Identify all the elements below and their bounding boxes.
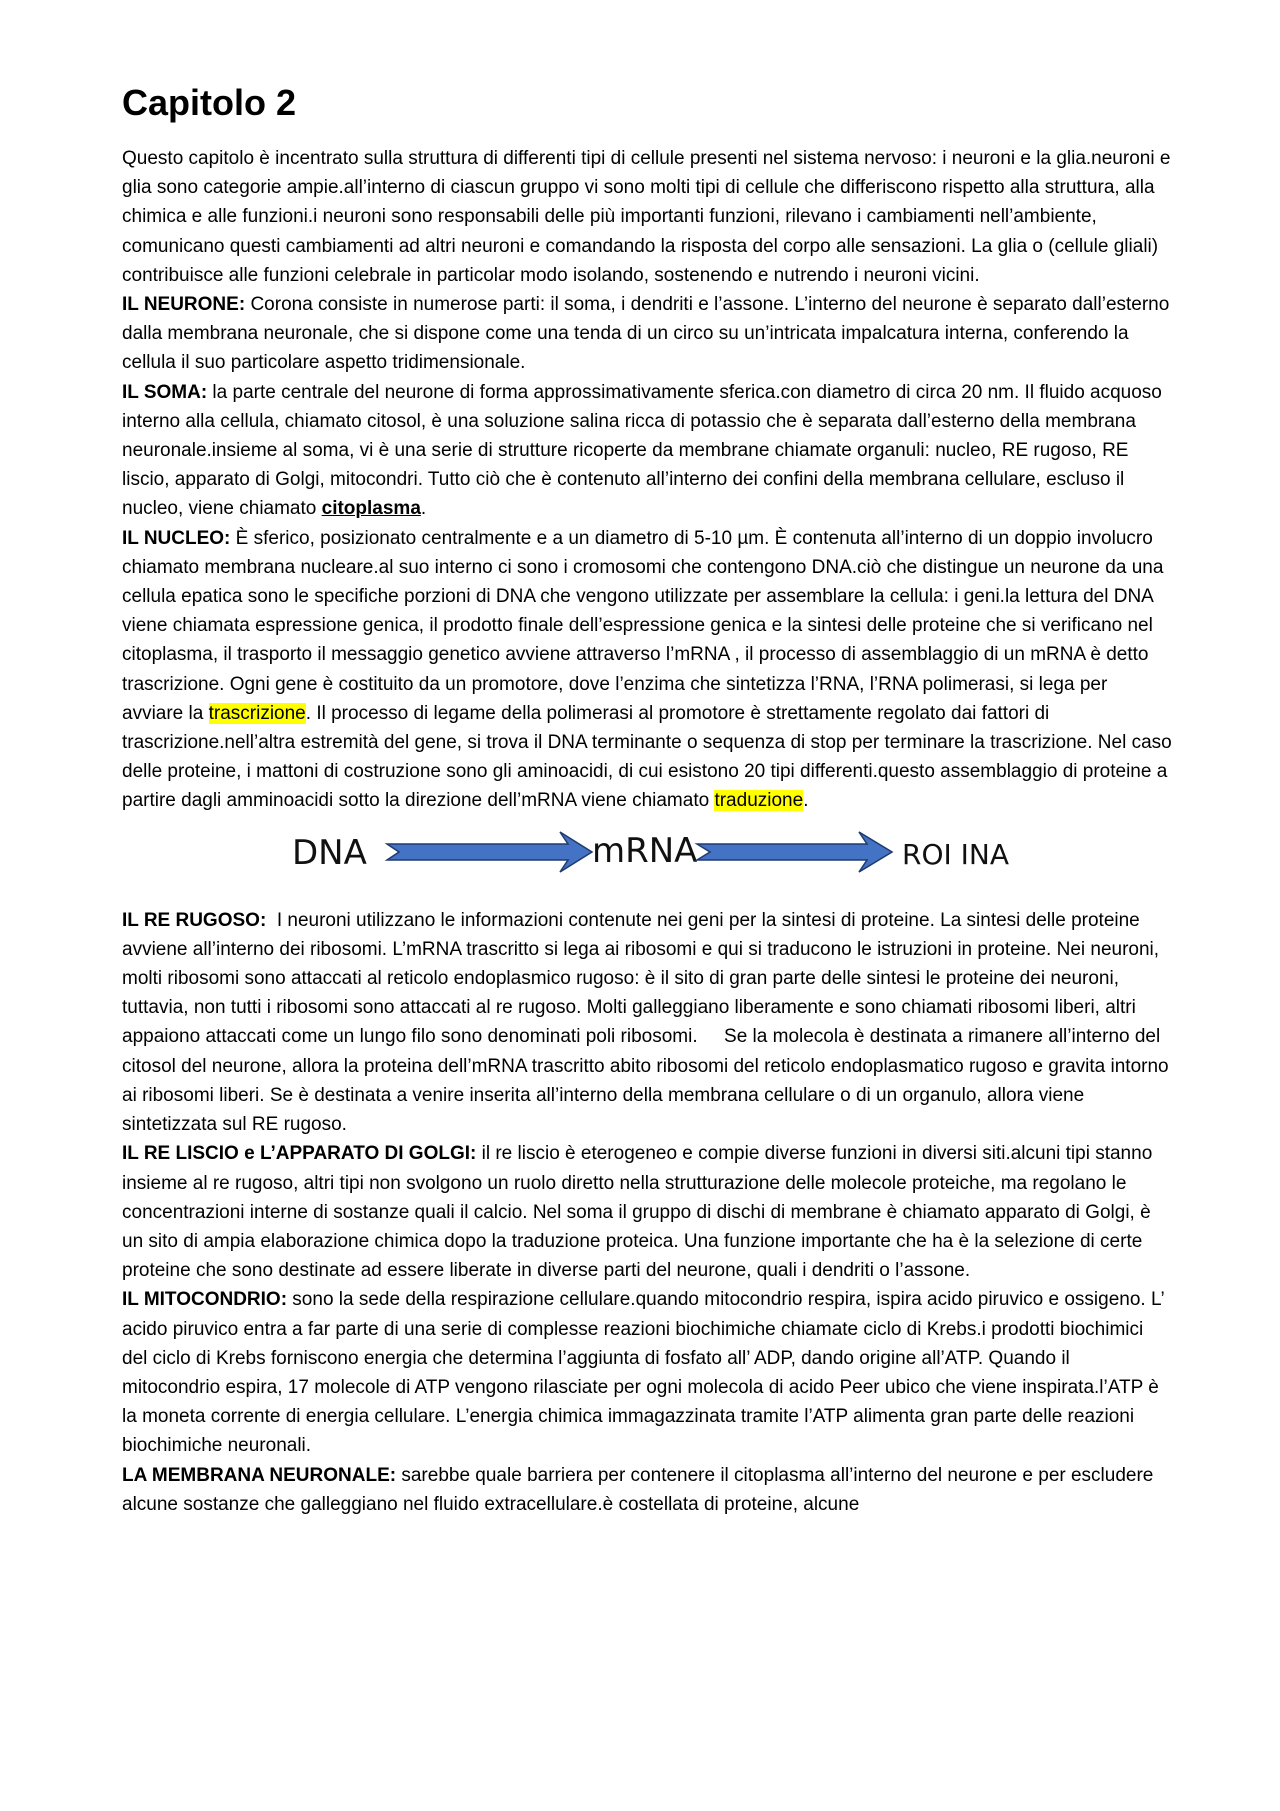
section-heading: IL NEURONE: bbox=[122, 294, 246, 316]
section-heading: IL RE RUGOSO: bbox=[122, 909, 267, 931]
page-title: Capitolo 2 bbox=[122, 82, 297, 123]
section-re-rugoso bbox=[122, 906, 1172, 1140]
section-neurone bbox=[122, 290, 1172, 378]
intro-paragraph: Questo capitolo è incentrato sulla struttura di differenti tipi di cellule presenti nel sistema nervoso: i neuroni e la glia.neuroni e glia sono categorie ampie.all’interno di ciascun gruppo vi sono molti tipi di cellule che differiscono rispetto alla struttura, alla chimica e alle funzioni.i neuroni sono responsabili delle più importanti funzioni, rilevano i cambiamenti nell’ambiente, comunicano questi cambiamenti ad altri neuroni e comandando la risposta del corpo alle sensazioni. La glia o (cellule gliali) contribuisce alle funzioni celebrale in particolar modo isolando, sostenendo e nutrendo i neuroni vicini. bbox=[122, 148, 1171, 286]
document-page bbox=[122, 78, 1172, 1519]
section-text: Corona consiste in numerose parti: il soma, i dendriti e l’assone. L’interno del neurone è separato dall’esterno dalla membrana neuronale, che si dispone come una tenda di un circo su un’intricata impalcatura interna, conferendo la cellula il suo particolare aspetto tridimensionale. bbox=[122, 294, 1170, 374]
section-heading: IL NUCLEO: bbox=[122, 527, 231, 549]
section-text: È sferico, posizionato centralmente e a un diametro di 5-10 µm. È contenuta all’interno di un doppio involucro chiamato membrana nucleare.al suo interno ci sono i cromosomi che contengono DNA.ciò che distingue un neurone da una cellula epatica sono le specifiche porzioni di DNA che vengono utilizzate per assemblare la cellula: i geni.la lettura del DNA viene chiamata espressione genica, il prodotto finale dell’espressione genica e la sintesi delle proteine che si verificano nel citoplasma, il trasporto il messaggio genetico avviene attraverso l’mRNA , il processo di assemblaggio di un mRNA è detto trascrizione. Ogni gene è costituito da un promotore, dove l’enzima che sintetizza l’RNA, l’RNA polimerasi, si lega per avviare la bbox=[122, 527, 1164, 724]
section-membrana bbox=[122, 1461, 1172, 1519]
section-heading: IL RE LISCIO e L’APPARATO DI GOLGI: bbox=[122, 1143, 477, 1165]
section-heading: IL SOMA: bbox=[122, 381, 208, 403]
dna-mrna-protein-diagram bbox=[122, 816, 1172, 886]
section-text: I neuroni utilizzano le informazioni contenute nei geni per la sintesi di proteine. La sintesi delle proteine avviene all’interno dei ribosomi. L’mRNA trascritto si lega ai ribosomi e qui si traducono le istruzioni in proteine. Nei neuroni, molti ribosomi sono attaccati al reticolo endoplasmico rugoso: è il sito di gran parte delle sintesi le proteine dei neuroni, tuttavia, non tutti i ribosomi sono attaccati al re rugoso. Molti galleggiano liberamente e sono chiamati ribosomi liberi, altri appaiono attaccati come un lungo filo sono denominati poli ribosomi. Se la molecola è destinata a rimanere all’interno del citosol del neurone, allora la proteina dell’mRNA trascritto abito ribosomi del reticolo endoplasmatico rugoso e gravita intorno ai ribosomi liberi. Se è destinata a venire inserita all’interno della membrana cellulare o di un organulo, allora viene sintetizzata sul RE rugoso. bbox=[122, 909, 1174, 1136]
section-text: . Il processo di legame della polimerasi al promotore è strettamente regolato dai fattori di trascrizione.nell’altra estremità del gene, si trova il DNA terminante o sequenza di stop per terminare la trascrizione. Nel caso delle proteine, i mattoni di costruzione sono gli aminoacidi, di cui esistono 20 tipi differenti.questo assemblaggio di proteine a partire dagli amminoacidi sotto la direzione dell’mRNA viene chiamato bbox=[122, 702, 1172, 812]
section-soma bbox=[122, 378, 1172, 524]
arrow-mrna-to-protein bbox=[697, 832, 892, 872]
highlight-trascrizione: trascrizione bbox=[208, 702, 306, 724]
section-mitocondrio bbox=[122, 1285, 1172, 1460]
section-text-end: . bbox=[803, 790, 809, 812]
highlight-traduzione: traduzione bbox=[714, 790, 804, 812]
diagram-label-mrna: mRNA bbox=[592, 830, 698, 871]
section-heading: IL MITOCONDRIO: bbox=[122, 1289, 288, 1311]
section-text-end: . bbox=[420, 498, 427, 520]
section-text: la parte centrale del neurone di forma approssimativamente sferica.con diametro di circa 20 nm. Il fluido acquoso interno alla cellula, chiamato citosol, è una soluzione salina ricca di potassio che è separata dall’esterno della membrana neuronale.insieme al soma, vi è una serie di strutture ricoperte da membrane chiamate organuli: nucleo, RE rugoso, RE liscio, apparato di Golgi, mitocondri. Tutto ciò che è contenuto all’interno dei confini della membrana cellulare, escluso il nucleo, viene chiamato bbox=[122, 381, 1162, 520]
diagram-label-dna: DNA bbox=[292, 832, 367, 873]
section-text: sono la sede della respirazione cellulare.quando mitocondrio respira, ispira acido piruvico e ossigeno. L’ acido piruvico entra a far parte di una serie di complesse reazioni biochimiche chiamate ciclo di Krebs.i prodotti biochimici del ciclo di Krebs forniscono energia che determina l’aggiunta di fosfato all’ ADP, dando origine all’ATP. Quando il mitocondrio espira, 17 molecole di ATP vengono rilasciate per ogni molecola di acido Peer ubico che viene inspirata.l’ATP è la moneta corrente di energia cellulare. L’energia chimica immagazzinata tramite l’ATP alimenta gran parte delle reazioni biochimiche neuronali. bbox=[122, 1289, 1164, 1457]
section-text: sarebbe quale barriera per contenere il citoplasma all’interno del neurone e per escludere alcune sostanze che galleggiano nel fluido extracellulare.è costellata di proteine, alcune bbox=[122, 1464, 1154, 1515]
diagram-label-protein: ROI INA bbox=[902, 837, 1010, 871]
term-citoplasma: citoplasma bbox=[321, 498, 421, 520]
diagram-svg bbox=[122, 816, 1172, 886]
section-text: il re liscio è eterogeneo e compie diverse funzioni in diversi siti.alcuni tipi stanno insieme al re rugoso, altri tipi non svolgono un ruolo diretto nella strutturazione delle molecole proteiche, ma regolano le concentrazioni interne di sostanze quali il calcio. Nel soma il gruppo di dischi di membrane è chiamato apparato di Golgi, è un sito di ampia elaborazione chimica dopo la traduzione proteica. Una funzione importante che ha è la selezione di certe proteine che sono destinate ad essere liberate in diverse parti del neurone, quali i dendriti o l’assone. bbox=[122, 1143, 1153, 1282]
section-heading: LA MEMBRANA NEURONALE: bbox=[122, 1464, 397, 1486]
arrow-dna-to-mrna bbox=[387, 832, 592, 872]
section-nucleo bbox=[122, 524, 1172, 816]
section-re-liscio-golgi bbox=[122, 1139, 1172, 1285]
